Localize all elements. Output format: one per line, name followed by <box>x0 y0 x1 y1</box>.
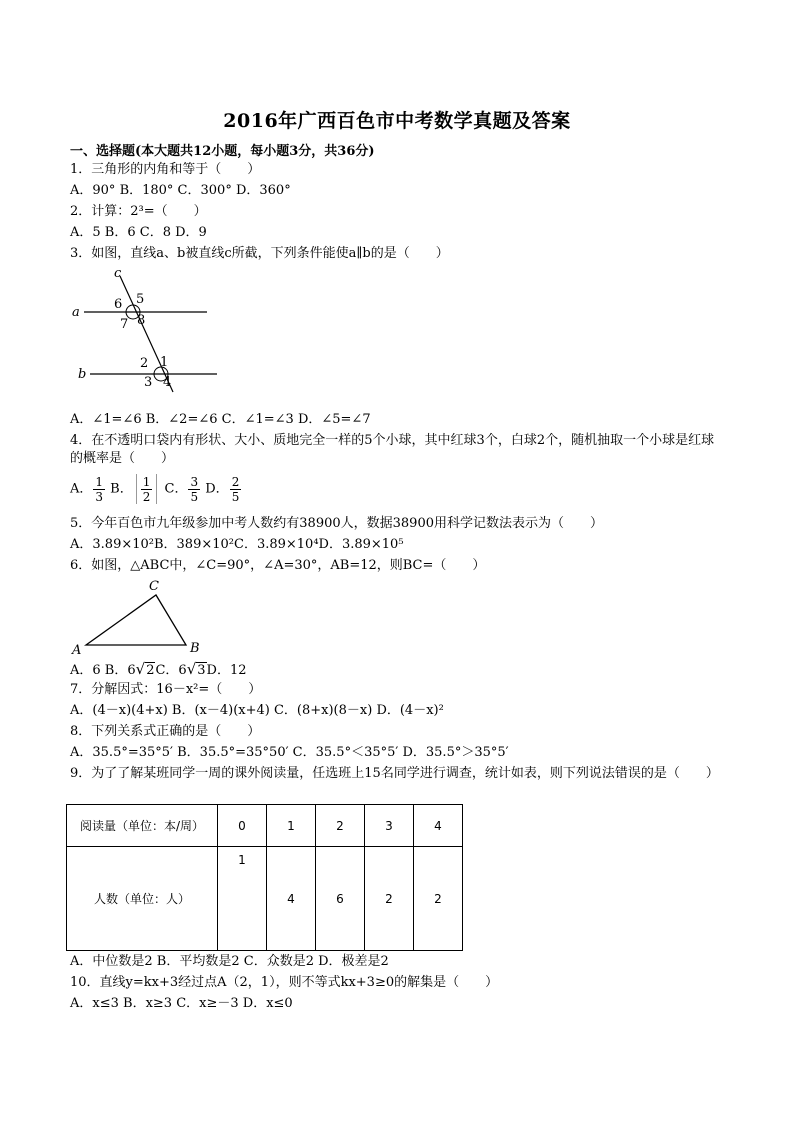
q1-stem: 1．三角形的内角和等于（ ） <box>70 162 261 177</box>
vertex-c: C <box>149 579 159 594</box>
q4-stem: 4．在不透明口袋内有形状、大小、质地完全一样的5个小球，其中红球3个，白球2个，随机抽取一个小球是红球的概率是（ ） <box>70 433 715 466</box>
q6-stem: 6．如图，△ABC中，∠C=90°，∠A=30°，AB=12，则BC=（ ） <box>70 558 486 573</box>
q8-stem: 8．下列关系式正确的是（ ） <box>70 724 261 739</box>
label-angle-7: 7 <box>120 317 129 332</box>
q4-c-denominator: 5 <box>190 489 199 504</box>
q2-options: A．5 B．6 C．8 D．9 <box>70 225 207 240</box>
q5-stem: 5．今年百色市九年级参加中考人数约有38900人，数据38900用科学记数法表示为（ ） <box>70 516 603 531</box>
section-heading: 一、选择题(本大题共12小题，每小题3分，共36分) <box>70 144 375 159</box>
label-angle-2: 2 <box>140 356 149 371</box>
q3-stem: 3．如图，直线a、b被直线c所截，下列条件能使a∥b的是（ ） <box>70 246 449 261</box>
q3-parallel-lines-figure <box>70 266 220 394</box>
q5-options: A．3.89×10²B．389×10²C．3.89×10⁴D．3.89×10⁵ <box>70 537 404 552</box>
q4-options <box>70 474 242 505</box>
q4-opt-d-label: D． <box>205 481 229 497</box>
q4-b-numerator: 1 <box>142 474 151 489</box>
q4-b-denominator: 2 <box>142 489 151 504</box>
label-angle-6: 6 <box>114 297 123 312</box>
label-angle-3: 3 <box>144 375 153 390</box>
q4-divider <box>156 474 157 504</box>
q6-sqrt-3: √3 <box>186 660 206 678</box>
table-header-cell: 2 <box>316 805 365 847</box>
q6-opt-c-text: C．6 <box>155 663 187 678</box>
label-b: b <box>78 367 87 382</box>
q4-fraction-d <box>230 475 242 504</box>
q4-fraction-c <box>188 475 200 504</box>
q4-d-numerator: 2 <box>231 474 240 489</box>
table-cell: 1 <box>218 847 267 951</box>
q6-triangle-figure <box>70 575 210 655</box>
q4-divider <box>136 474 137 504</box>
q4-fraction-a <box>93 475 105 504</box>
q4-d-denominator: 5 <box>231 489 240 504</box>
label-a: a <box>72 305 80 320</box>
table-cell: 2 <box>365 847 414 951</box>
q2-stem: 2．计算：2³=（ ） <box>70 204 207 219</box>
q4-fraction-b <box>141 475 153 504</box>
q1-options: A．90° B．180° C．300° D．360° <box>70 183 291 198</box>
table-header-label: 阅读量（单位：本/周） <box>67 805 218 847</box>
page-title: 2016年广西百色市中考数学真题及答案 <box>223 110 571 132</box>
q6-radicand-3: 3 <box>197 663 206 678</box>
table-cell: 6 <box>316 847 365 951</box>
q6-radicand-2: 2 <box>146 663 155 678</box>
table-header-row <box>67 805 463 847</box>
q4-opt-a-label: A． <box>70 481 93 497</box>
q9-options: A．中位数是2 B．平均数是2 C．众数是2 D．极差是2 <box>70 954 389 969</box>
table-row <box>67 847 463 951</box>
table-header-cell: 0 <box>218 805 267 847</box>
q4-opt-b-label: B． <box>110 481 133 497</box>
q4-opt-c-label: C． <box>164 481 188 497</box>
table-header-cell: 3 <box>365 805 414 847</box>
vertex-a: A <box>72 643 82 655</box>
label-angle-4: 4 <box>163 375 172 390</box>
q4-a-denominator: 3 <box>95 489 104 504</box>
table-cell: 2 <box>414 847 463 951</box>
q6-opt-ab-text: A．6 B．6 <box>70 663 136 678</box>
table-header-cell: 4 <box>414 805 463 847</box>
table-header-cell: 1 <box>267 805 316 847</box>
table-cell: 4 <box>267 847 316 951</box>
vertex-b: B <box>190 641 200 655</box>
q9-stem: 9．为了了解某班同学一周的课外阅读量，任选班上15名同学进行调查，统计如表，则下列说法错误的是（ ） <box>70 766 719 781</box>
triangle-abc <box>86 595 186 645</box>
q7-options: A．(4－x)(4+x) B．(x－4)(x+4) C．(8+x)(8－x) D．(4－x)² <box>70 703 444 718</box>
table-row-label: 人数（单位：人） <box>67 847 218 951</box>
label-angle-5: 5 <box>136 292 145 307</box>
q3-options: A．∠1=∠6 B．∠2=∠6 C．∠1=∠3 D．∠5=∠7 <box>70 412 371 427</box>
label-angle-8: 8 <box>137 313 146 328</box>
q10-options: A．x≤3 B．x≥3 C．x≥－3 D．x≤0 <box>70 996 293 1011</box>
label-angle-1: 1 <box>160 355 169 370</box>
q6-options <box>70 660 247 680</box>
q9-table <box>66 804 463 951</box>
q10-stem: 10．直线y=kx+3经过点A（2，1），则不等式kx+3≥0的解集是（ ） <box>70 975 499 990</box>
q7-stem: 7．分解因式：16－x²=（ ） <box>70 682 262 697</box>
q6-opt-d-text: D．12 <box>206 663 247 678</box>
q4-c-numerator: 3 <box>190 474 199 489</box>
q8-options: A．35.5°=35°5′ B．35.5°=35°50′ C．35.5°＜35°5′ D．35.5°＞35°5′ <box>70 745 509 760</box>
label-c: c <box>114 266 122 281</box>
q4-a-numerator: 1 <box>95 474 104 489</box>
q6-sqrt-2: √2 <box>135 660 155 678</box>
